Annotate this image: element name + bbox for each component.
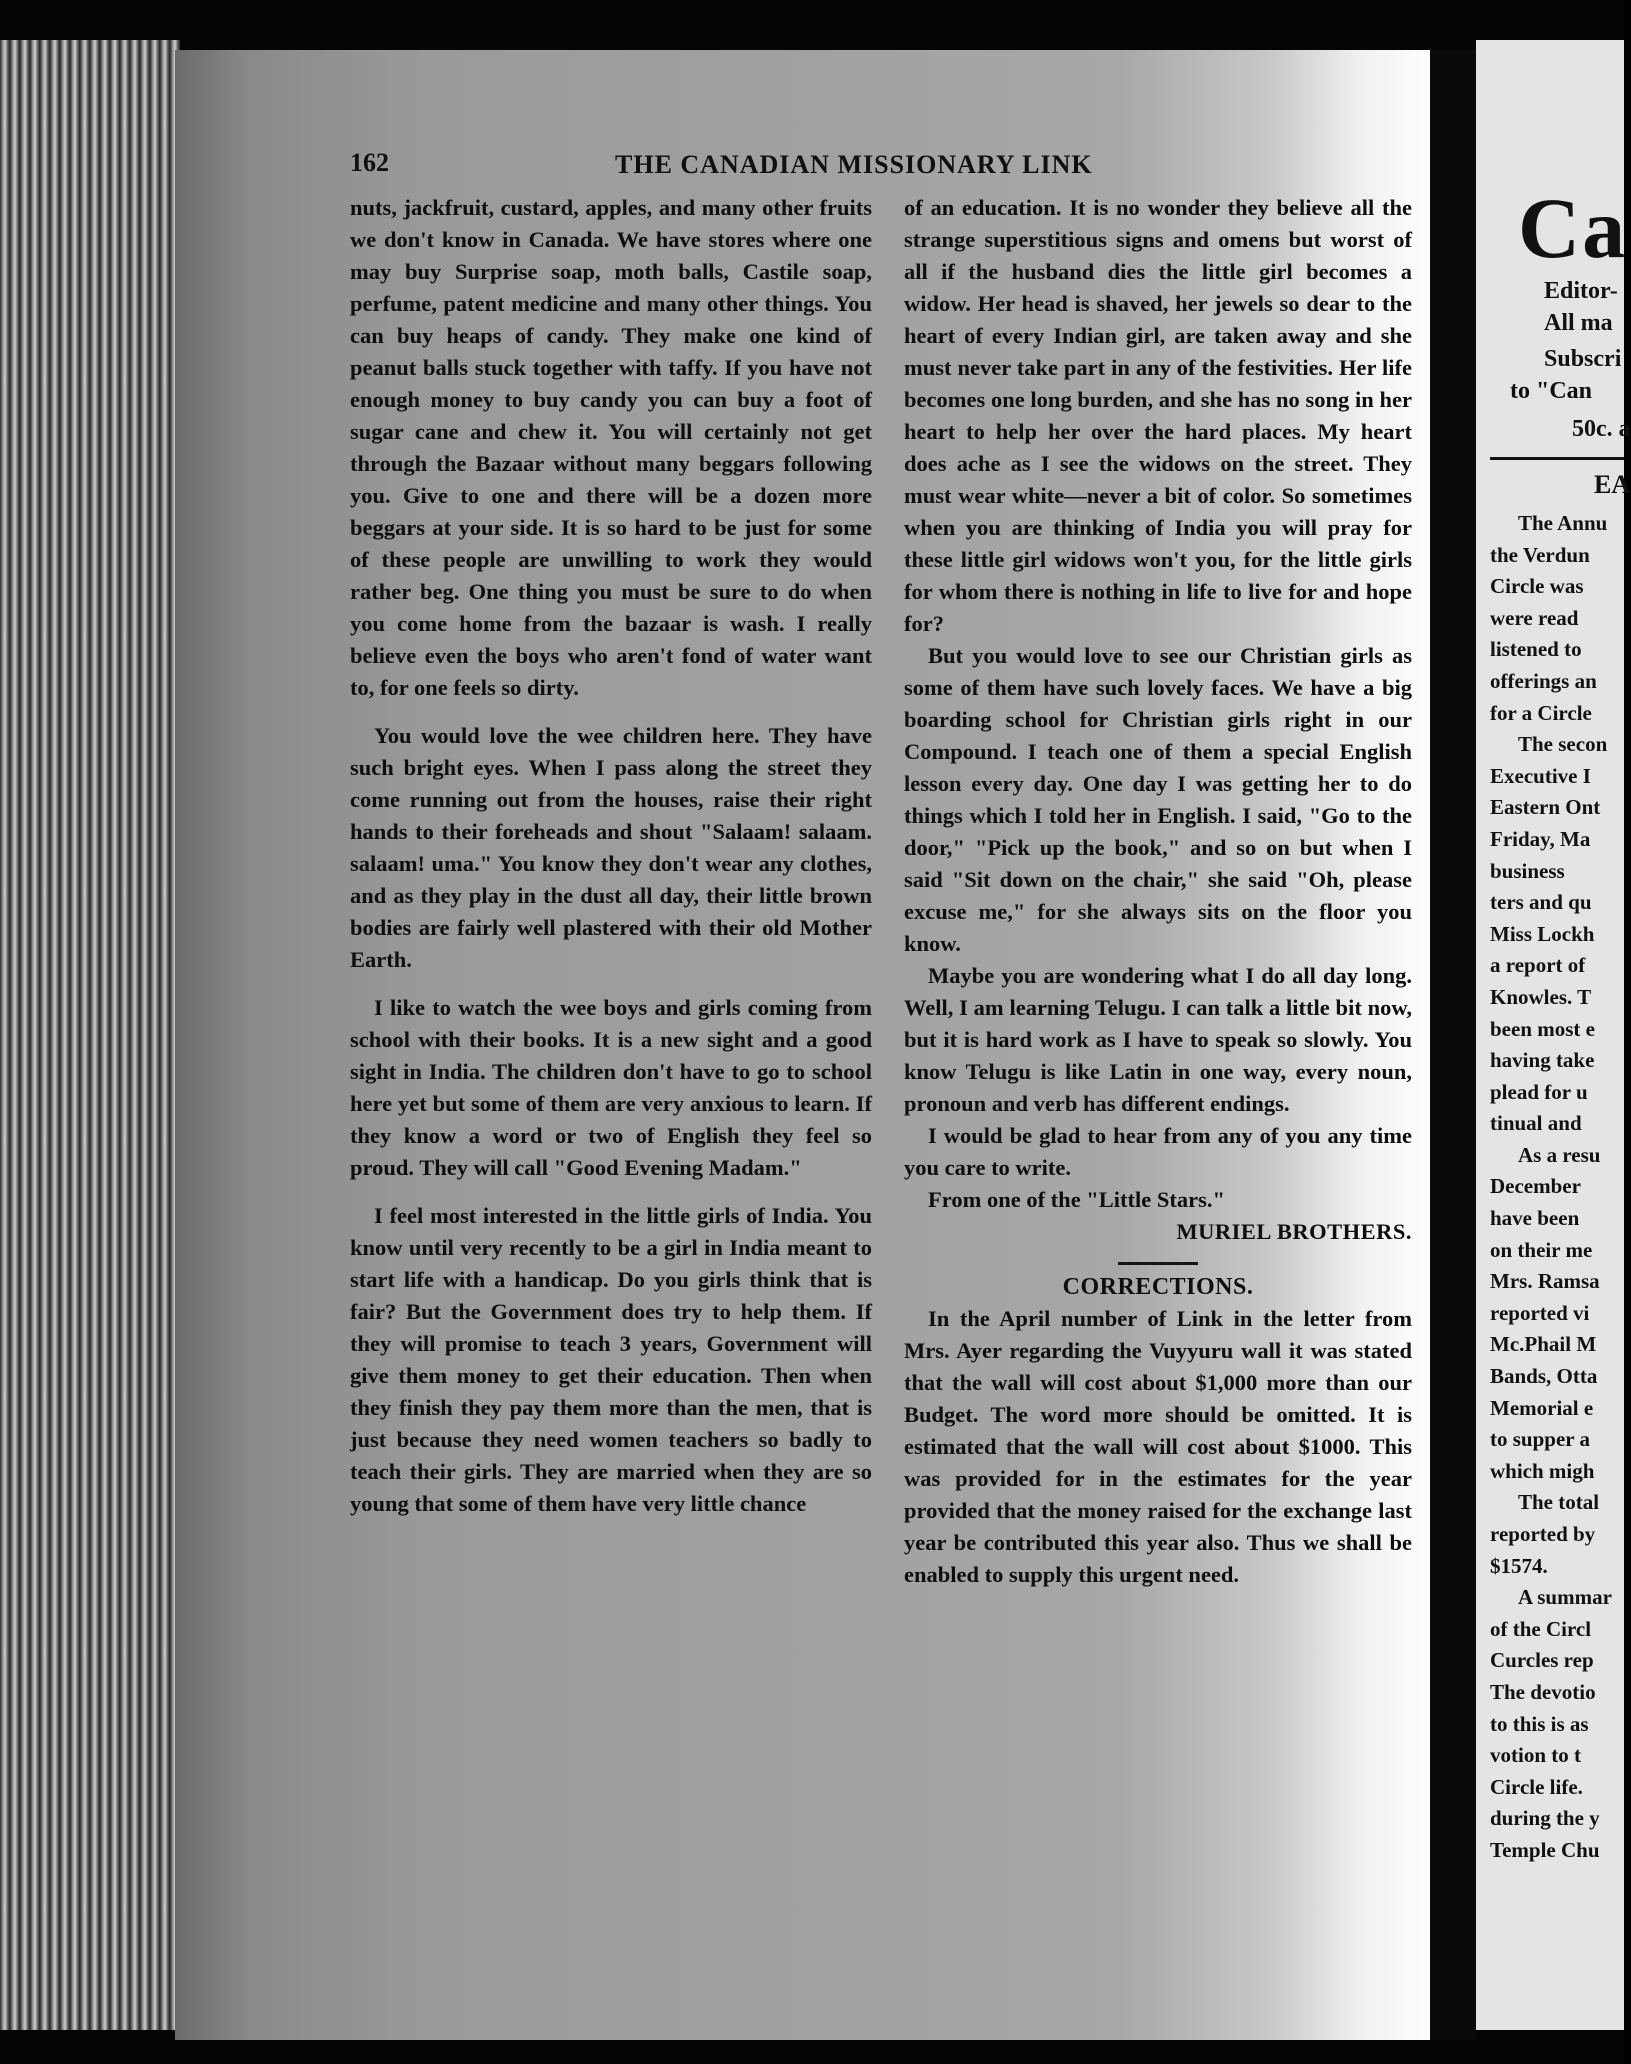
text-line: reported by: [1490, 1522, 1596, 1546]
text-line: As a resu: [1518, 1142, 1601, 1167]
text-line: Knowles. T: [1490, 984, 1592, 1009]
text-line: Miss Lockh: [1490, 921, 1595, 946]
text-line: for a Circle: [1490, 700, 1592, 725]
masthead-title: Ca: [1518, 180, 1628, 276]
paragraph: I like to watch the wee boys and girls coming from school with their books. It is a new sight and a good sight in India. The children don't have to go to school here yet but some of them are very anxious to learn. If they know a word or two of English they feel so proud. They will call "Good Evening Madam.": [350, 995, 872, 1180]
left-text-column: [350, 192, 872, 1520]
text-line: a report of: [1490, 953, 1586, 978]
page-number: 162: [350, 148, 389, 177]
paragraph: You would love the wee children here. They have such bright eyes. When I pass along the street they come running out from the houses, raise their right hands to their foreheads and shout "Salaam! salaam. salaam! uma." You know they don't wear any clothes, and as they play in the dust all day, their little brown bodies are fairly well plastered with their old Mother Earth.: [350, 723, 872, 972]
corrections-heading: CORRECTIONS.: [1062, 1274, 1254, 1300]
paragraph: I would be glad to hear from any of you any time you care to write.: [904, 1123, 1412, 1180]
text-line: to supper a: [1490, 1427, 1590, 1452]
text-line: offerings an: [1490, 668, 1597, 693]
text-line: which migh: [1490, 1458, 1595, 1483]
masthead-line: Subscri: [1544, 346, 1622, 372]
paragraph: But you would love to see our Christian girls as some of them have such lovely faces. We have a big boarding school for Christian girls right in our Compound. I teach one of them a special English lesson every day. One day I was getting her to do things which I told her in English. I said, "Go to the door," "Pick up the book," and so on but when I said "Sit down on the chair," she said "Oh, please excuse me," for she always sits on the floor you know.: [904, 643, 1412, 956]
text-line: been most e: [1490, 1016, 1595, 1041]
text-line: $1574.: [1490, 1553, 1548, 1578]
corrections-paragraph: In the April number of Link in the letter from Mrs. Ayer regarding the Vuyyuru wall it was stated that the wall will cost about $1,000 more than our Budget. The word more should be omitted. It is estimated that the wall will cost about $1000. This was provided for in the estimates for the year provided that the money raised for the exchange last year be contributed this year also. Thus we shall be enabled to supply this urgent need.: [904, 1306, 1412, 1587]
section-divider: [1118, 1262, 1198, 1265]
text-line: Circle life.: [1490, 1774, 1583, 1799]
text-line: Temple Chu: [1490, 1837, 1600, 1862]
running-title: THE CANADIAN MISSIONARY LINK: [615, 150, 1093, 179]
text-line: tinual and: [1490, 1111, 1582, 1136]
next-page-partial: [1476, 40, 1631, 2030]
text-line: The total: [1518, 1490, 1600, 1515]
text-line: Curcles rep: [1490, 1648, 1594, 1673]
text-line: The secon: [1518, 732, 1608, 757]
text-line: were read: [1490, 605, 1579, 630]
text-line: A summar: [1518, 1585, 1612, 1610]
section-heading: EA: [1594, 470, 1631, 499]
text-line: Memorial e: [1490, 1395, 1594, 1420]
page-header: [350, 148, 1350, 188]
paragraph: From one of the "Little Stars.": [928, 1187, 1226, 1212]
paragraph: of an education. It is no wonder they believe all the strange superstitious signs and omens but worst of all if the husband dies the little girl becomes a widow. Her head is shaved, her jewels so dear to the heart of every Indian girl, are taken away and she must never take part in any of the festivities. Her life becomes one long burden, and she has no song in her heart to help her over the hard places. My heart does ache as I see the widows on the street. They must wear white—never a bit of color. So sometimes when you are thinking of India you will pray for these little girl widows won't you, for the little girls for whom there is nothing in life to live for and hope for?: [904, 195, 1412, 636]
masthead-line: Editor-: [1544, 278, 1618, 304]
text-line: Bands, Otta: [1490, 1364, 1598, 1389]
text-line: the Verdun: [1490, 542, 1590, 567]
paragraph: Maybe you are wondering what I do all day long. Well, I am learning Telugu. I can talk a little bit now, but it is hard work as I have to speak so slowly. You know Telugu is like Latin in one way, every noun, pronoun and verb has different endings.: [904, 963, 1412, 1116]
paragraph: nuts, jackfruit, custard, apples, and many other fruits we don't know in Canada. We have stores where one may buy Surprise soap, moth balls, Castile soap, perfume, patent medicine and many other things. You can buy heaps of candy. They make one kind of peanut balls stuck together with taffy. If you have not enough money to buy candy you can buy a foot of sugar cane and chew it. You will certainly not get through the Bazaar without many beggars following you. Give to one and there will be a dozen more beggars at your side. It is so hard to be just for some of these people are unwilling to work they would rather beg. One thing you must be sure to do when you come home from the bazaar is wash. I really believe even the boys who aren't fond of water want to, for one feels so dirty.: [350, 195, 872, 700]
text-line: The Annu: [1518, 511, 1608, 535]
text-line: during the y: [1490, 1806, 1600, 1831]
text-line: on their me: [1490, 1237, 1593, 1262]
text-line: Executive I: [1490, 763, 1591, 788]
masthead-line: All ma: [1544, 310, 1613, 336]
truncated-text-column: [1490, 508, 1630, 1867]
text-line: of the Circl: [1490, 1616, 1592, 1641]
book-gutter: [1430, 50, 1476, 2040]
masthead-rule: [1490, 457, 1624, 460]
author-signature: MURIEL BROTHERS.: [1176, 1219, 1412, 1244]
text-line: Circle was: [1490, 574, 1584, 599]
paragraph: I feel most interested in the little girls of India. You know until very recently to be a girl in India meant to start life with a handicap. Do you girls think that is fair? But the Government does try to help them. If they will promise to teach 3 years, Government will give them money to get their education. Then when they finish they pay them more than the men, that is just because they need women teachers so badly to teach their girls. They are married when they are so young that some of them have very little chance: [350, 1203, 872, 1516]
text-line: Mc.Phail M: [1490, 1332, 1597, 1357]
text-line: The devotio: [1490, 1679, 1596, 1704]
text-line: plead for u: [1490, 1079, 1588, 1104]
masthead-line: 50c. a: [1572, 416, 1631, 442]
text-line: Friday, Ma: [1490, 826, 1591, 851]
text-line: business: [1490, 858, 1565, 883]
text-line: reported vi: [1490, 1300, 1590, 1325]
text-line: December: [1490, 1174, 1581, 1199]
text-line: ters and qu: [1490, 890, 1592, 915]
right-text-column: [904, 192, 1412, 1591]
text-line: have been: [1490, 1206, 1580, 1231]
text-line: Mrs. Ramsa: [1490, 1269, 1600, 1294]
book-edge: [0, 40, 180, 2030]
text-line: to this is as: [1490, 1711, 1589, 1736]
text-line: Eastern Ont: [1490, 795, 1601, 820]
text-line: having take: [1490, 1048, 1595, 1073]
text-line: listened to: [1490, 637, 1582, 662]
text-line: votion to t: [1490, 1743, 1581, 1768]
masthead-line: to "Can: [1510, 378, 1592, 404]
